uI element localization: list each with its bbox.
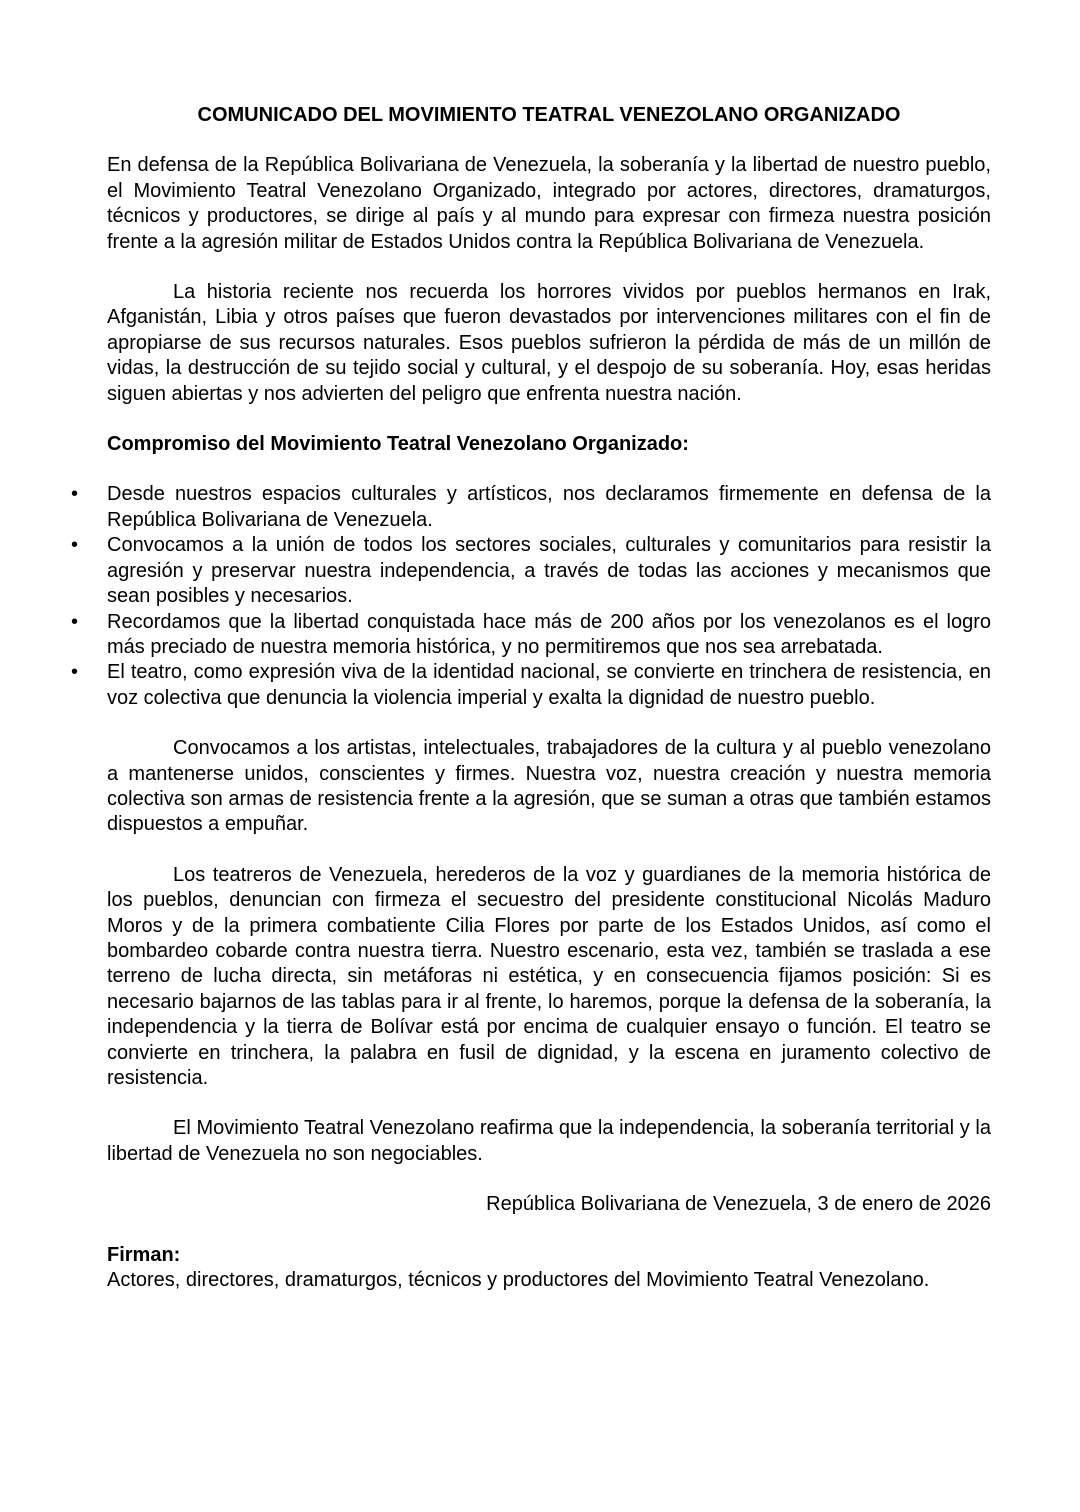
signature-text: Actores, directores, dramaturgos, técnicos y productores del Movimiento Teatral Venezolano.: [107, 1269, 930, 1292]
page-title: COMUNICADO DEL MOVIMIENTO TEATRAL VENEZOLANO ORGANIZADO: [197, 104, 901, 126]
paragraph-reafirmacion: El Movimiento Teatral Venezolano reafirma que la independencia, la soberanía territorial y la libertad de Venezuela no son negociables.: [107, 1117, 991, 1165]
document-page: [107, 103, 991, 1293]
paragraph-history: La historia reciente nos recuerda los horrores vividos por pueblos hermanos en Irak, Afganistán, Libia y otros países que fueron devastados por intervenciones militares con el fin de apropiarse de sus recursos naturales. Esos pueblos sufrieron la pérdida de más de un millón de vidas, la destrucción de su tejido social y cultural, y el despojo de su soberanía. Hoy, esas heridas siguen abiertas y nos advierten del peligro que enfrenta nuestra nación.: [107, 281, 991, 405]
commitments-list: [71, 482, 991, 711]
paragraph-convocatoria: Convocamos a los artistas, intelectuales, trabajadores de la cultura y al pueblo venezolano a mantenerse unidos, conscientes y firmes. Nuestra voz, nuestra creación y nuestra memoria colectiva son armas de resistencia frente a la agresión, que se suman a otras que también estamos dispuestos a empuñar.: [107, 737, 991, 836]
list-item: • El teatro, como expresión viva de la identidad nacional, se convierte en trinchera de resistencia, en voz colectiva que denuncia la violencia imperial y exalta la dignidad de nuestro pueblo.: [71, 660, 991, 711]
signature-label: Firman:: [107, 1243, 181, 1266]
dateline: República Bolivariana de Venezuela, 3 de enero de 2026: [486, 1193, 991, 1216]
paragraph-intro: En defensa de la República Bolivariana de Venezuela, la soberanía y la libertad de nuestro pueblo, el Movimiento Teatral Venezolano Organizado, integrado por actores, directores, dramaturgos, técnicos y productores, se dirige al país y al mundo para expresar con firmeza nuestra posición frente a la agresión militar de Estados Unidos contra la República Bolivariana de Venezuela.: [107, 154, 991, 253]
list-item: • Desde nuestros espacios culturales y artísticos, nos declaramos firmemente en defensa de la República Bolivariana de Venezuela.: [71, 482, 991, 533]
list-item: • Recordamos que la libertad conquistada hace más de 200 años por los venezolanos es el logro más preciado de nuestra memoria histórica, y no permitiremos que nos sea arrebatada.: [71, 610, 991, 661]
list-item: • Convocamos a la unión de todos los sectores sociales, culturales y comunitarios para resistir la agresión y preservar nuestra independencia, a través de todas las acciones y mecanismos que sean posibles y necesarios.: [71, 533, 991, 609]
section-heading-compromiso: Compromiso del Movimiento Teatral Venezolano Organizado:: [107, 433, 689, 456]
paragraph-teatreros: Los teatreros de Venezuela, herederos de la voz y guardianes de la memoria histórica de los pueblos, denuncian con firmeza el secuestro del presidente constitucional Nicolás Maduro Moros y de la primera combatiente Cilia Flores por parte de los Estados Unidos, así como el bombardeo cobarde contra nuestra tierra. Nuestro escenario, esta vez, también se traslada a ese terreno de lucha directa, sin metáforas ni estética, y en consecuencia fijamos posición: Si es necesario bajarnos de las tablas para ir al frente, lo haremos, porque la defensa de la soberanía, la independencia y la tierra de Bolívar está por encima de cualquier ensayo o función. El teatro se convierte en trinchera, la palabra en fusil de dignidad, y la escena en juramento colectivo de resistencia.: [107, 863, 991, 1089]
